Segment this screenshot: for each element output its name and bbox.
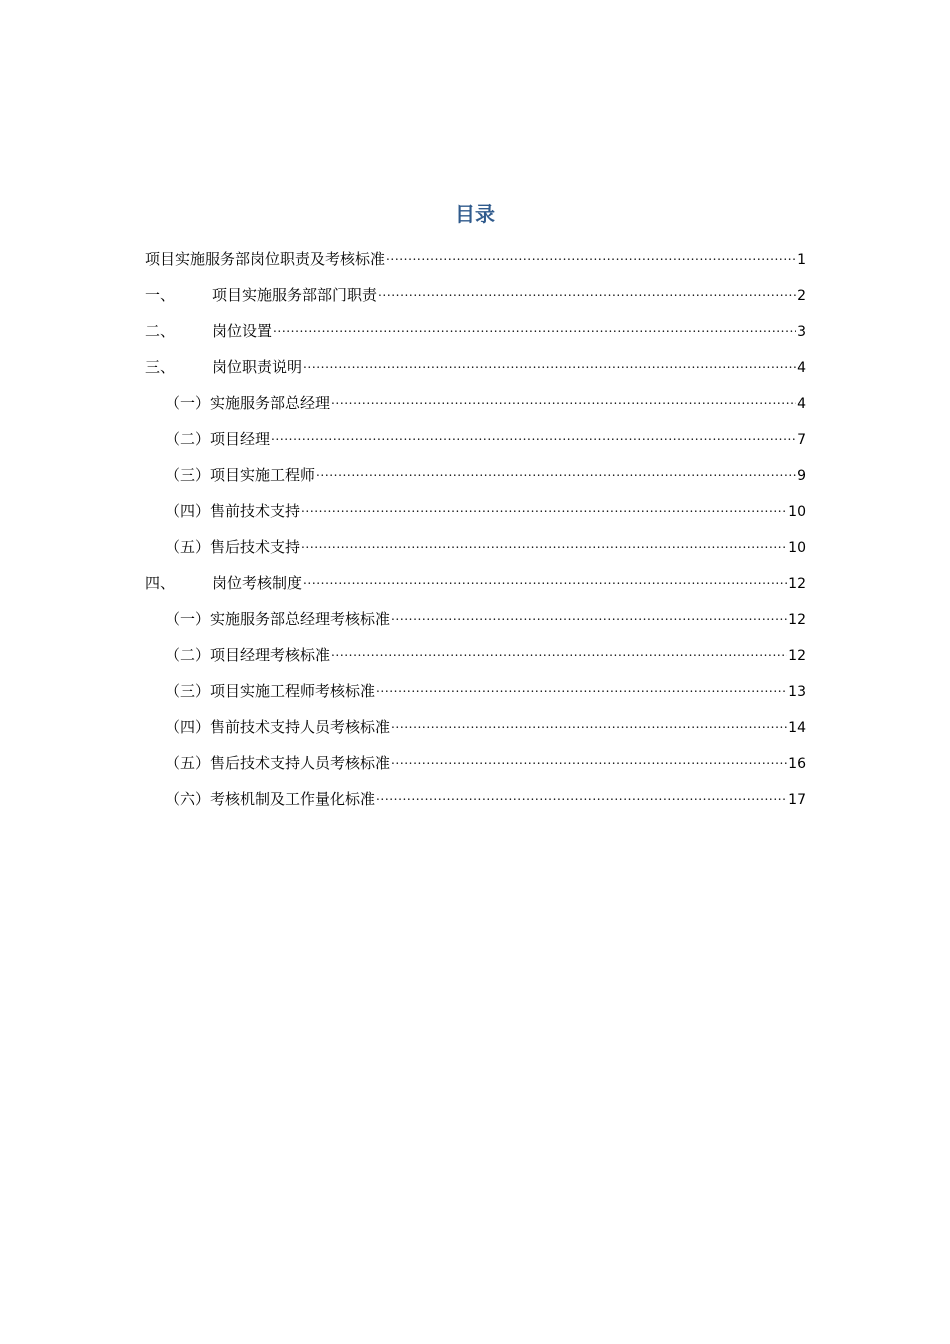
- toc-dot-leader: [378, 280, 796, 300]
- toc-entry-text: （一）实施服务部总经理: [165, 394, 331, 412]
- toc-entry-text: （二）项目经理: [165, 430, 271, 448]
- toc-entry-text: （五）售后技术支持: [165, 538, 301, 556]
- toc-entry[interactable]: [145, 316, 806, 352]
- toc-entry-text: 岗位设置: [212, 322, 273, 340]
- toc-dot-leader: [303, 568, 787, 588]
- toc-entry-text: （四）售前技术支持人员考核标准: [165, 718, 391, 736]
- toc-entry-page: 2: [797, 288, 806, 304]
- toc-entry-page: 1: [797, 252, 806, 268]
- toc-entry[interactable]: [145, 712, 806, 748]
- toc-entry-page: 17: [788, 792, 806, 808]
- toc-entry-number: 三、: [145, 358, 176, 376]
- toc-entry-text: （一）实施服务部总经理考核标准: [165, 610, 391, 628]
- toc-dot-leader: [316, 460, 796, 480]
- toc-entry-page: 10: [788, 504, 806, 520]
- toc-dot-leader: [301, 496, 787, 516]
- toc-entry-text: （三）项目实施工程师考核标准: [165, 682, 376, 700]
- toc-list: [145, 244, 806, 820]
- toc-entry[interactable]: [145, 460, 806, 496]
- toc-entry-page: 10: [788, 540, 806, 556]
- toc-entry[interactable]: [145, 784, 806, 820]
- toc-dot-leader: [273, 316, 796, 336]
- toc-entry-page: 12: [788, 576, 806, 592]
- toc-entry[interactable]: [145, 568, 806, 604]
- toc-entry-page: 4: [797, 396, 806, 412]
- toc-dot-leader: [303, 352, 796, 372]
- toc-entry-page: 14: [788, 720, 806, 736]
- toc-entry-page: 12: [788, 612, 806, 628]
- toc-dot-leader: [376, 784, 787, 804]
- toc-entry[interactable]: [145, 388, 806, 424]
- toc-entry-page: 9: [797, 468, 806, 484]
- toc-dot-leader: [391, 748, 787, 768]
- toc-entry-page: 12: [788, 648, 806, 664]
- toc-entry[interactable]: [145, 280, 806, 316]
- toc-entry[interactable]: [145, 424, 806, 460]
- toc-entry[interactable]: [145, 244, 806, 280]
- toc-entry[interactable]: [145, 748, 806, 784]
- toc-entry[interactable]: [145, 676, 806, 712]
- toc-entry-number: 四、: [145, 574, 176, 592]
- toc-dot-leader: [331, 640, 787, 660]
- toc-entry-text: （五）售后技术支持人员考核标准: [165, 754, 391, 772]
- toc-dot-leader: [386, 244, 796, 264]
- toc-entry[interactable]: [145, 532, 806, 568]
- toc-entry-page: 16: [788, 756, 806, 772]
- toc-entry[interactable]: [145, 604, 806, 640]
- toc-entry-text: （二）项目经理考核标准: [165, 646, 331, 664]
- toc-entry[interactable]: [145, 640, 806, 676]
- toc-entry-text: （六）考核机制及工作量化标准: [165, 790, 376, 808]
- toc-entry-number: 一、: [145, 286, 176, 304]
- toc-entry-page: 7: [797, 432, 806, 448]
- toc-entry-page: 13: [788, 684, 806, 700]
- toc-entry-page: 3: [797, 324, 806, 340]
- toc-entry-text: 岗位职责说明: [212, 358, 303, 376]
- toc-entry-number: 二、: [145, 322, 176, 340]
- toc-entry-text: （三）项目实施工程师: [165, 466, 316, 484]
- toc-entry[interactable]: [145, 496, 806, 532]
- toc-entry-page: 4: [797, 360, 806, 376]
- toc-dot-leader: [301, 532, 787, 552]
- toc-entry-text: 岗位考核制度: [212, 574, 303, 592]
- toc-title: 目录: [455, 202, 495, 226]
- toc-entry[interactable]: [145, 352, 806, 388]
- toc-dot-leader: [271, 424, 796, 444]
- toc-entry-text: （四）售前技术支持: [165, 502, 301, 520]
- toc-entry-text: 项目实施服务部部门职责: [212, 286, 378, 304]
- toc-dot-leader: [391, 712, 787, 732]
- toc-dot-leader: [331, 388, 796, 408]
- toc-entry-text: 项目实施服务部岗位职责及考核标准: [145, 250, 386, 268]
- toc-dot-leader: [391, 604, 787, 624]
- toc-dot-leader: [376, 676, 787, 696]
